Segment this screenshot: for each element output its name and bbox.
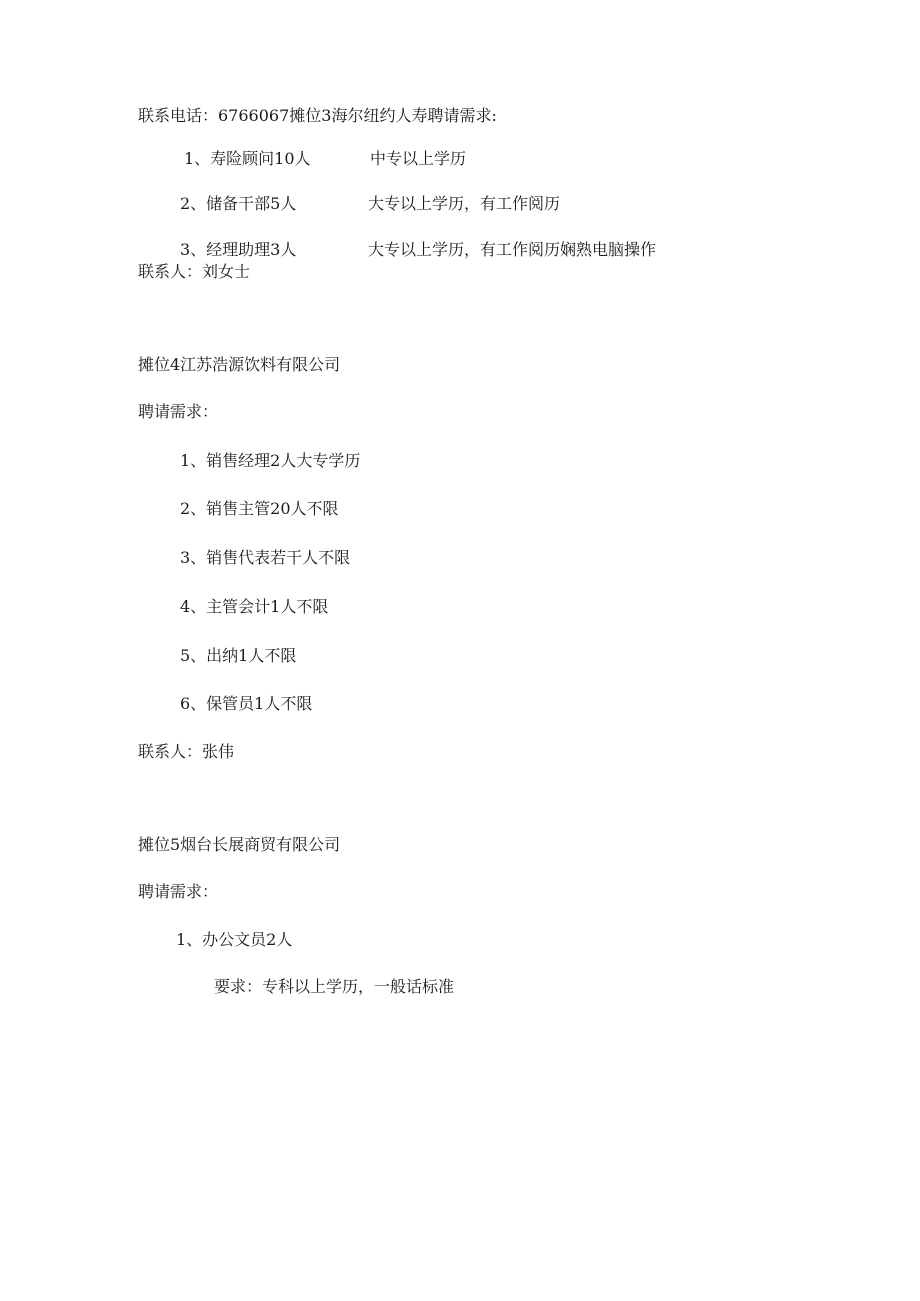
section5-item-1: 1、办公文员2人 bbox=[176, 930, 293, 949]
section3-row3-requirement: 大专以上学历，有工作阅历娴熟电脑操作 bbox=[368, 240, 657, 259]
section4-item-5: 5、出纳1人不限 bbox=[180, 646, 297, 665]
section3-row1-item: 1、寿险顾问10人 bbox=[184, 149, 311, 168]
section4-label: 聘请需求： bbox=[138, 402, 219, 421]
section4-item-6: 6、保管员1人不限 bbox=[180, 694, 313, 713]
section5-label: 聘请需求： bbox=[138, 882, 219, 901]
section3-contact: 联系人：刘女士 bbox=[138, 262, 251, 281]
section3-row3-item: 3、经理助理3人 bbox=[180, 240, 297, 259]
section3-row1-requirement: 中专以上学历 bbox=[370, 149, 467, 168]
section4-item-2: 2、销售主管20人不限 bbox=[180, 499, 339, 518]
section5-title: 摊位5烟台长展商贸有限公司 bbox=[138, 835, 341, 854]
section4-contact: 联系人：张伟 bbox=[138, 742, 235, 761]
section4-title: 摊位4江苏浩源饮料有限公司 bbox=[138, 355, 341, 374]
section3-header: 联系电话：6766067摊位3海尔纽约人寿聘请需求: bbox=[138, 106, 497, 125]
section3-row2-item: 2、储备干部5人 bbox=[180, 194, 297, 213]
section5-requirement: 要求：专科以上学历，一般话标准 bbox=[214, 977, 455, 996]
section4-item-1: 1、销售经理2人大专学历 bbox=[180, 451, 361, 470]
section4-item-4: 4、主管会计1人不限 bbox=[180, 597, 329, 616]
section3-row2-requirement: 大专以上学历，有工作阅历 bbox=[368, 194, 561, 213]
section4-item-3: 3、销售代表若干人不限 bbox=[180, 548, 351, 567]
